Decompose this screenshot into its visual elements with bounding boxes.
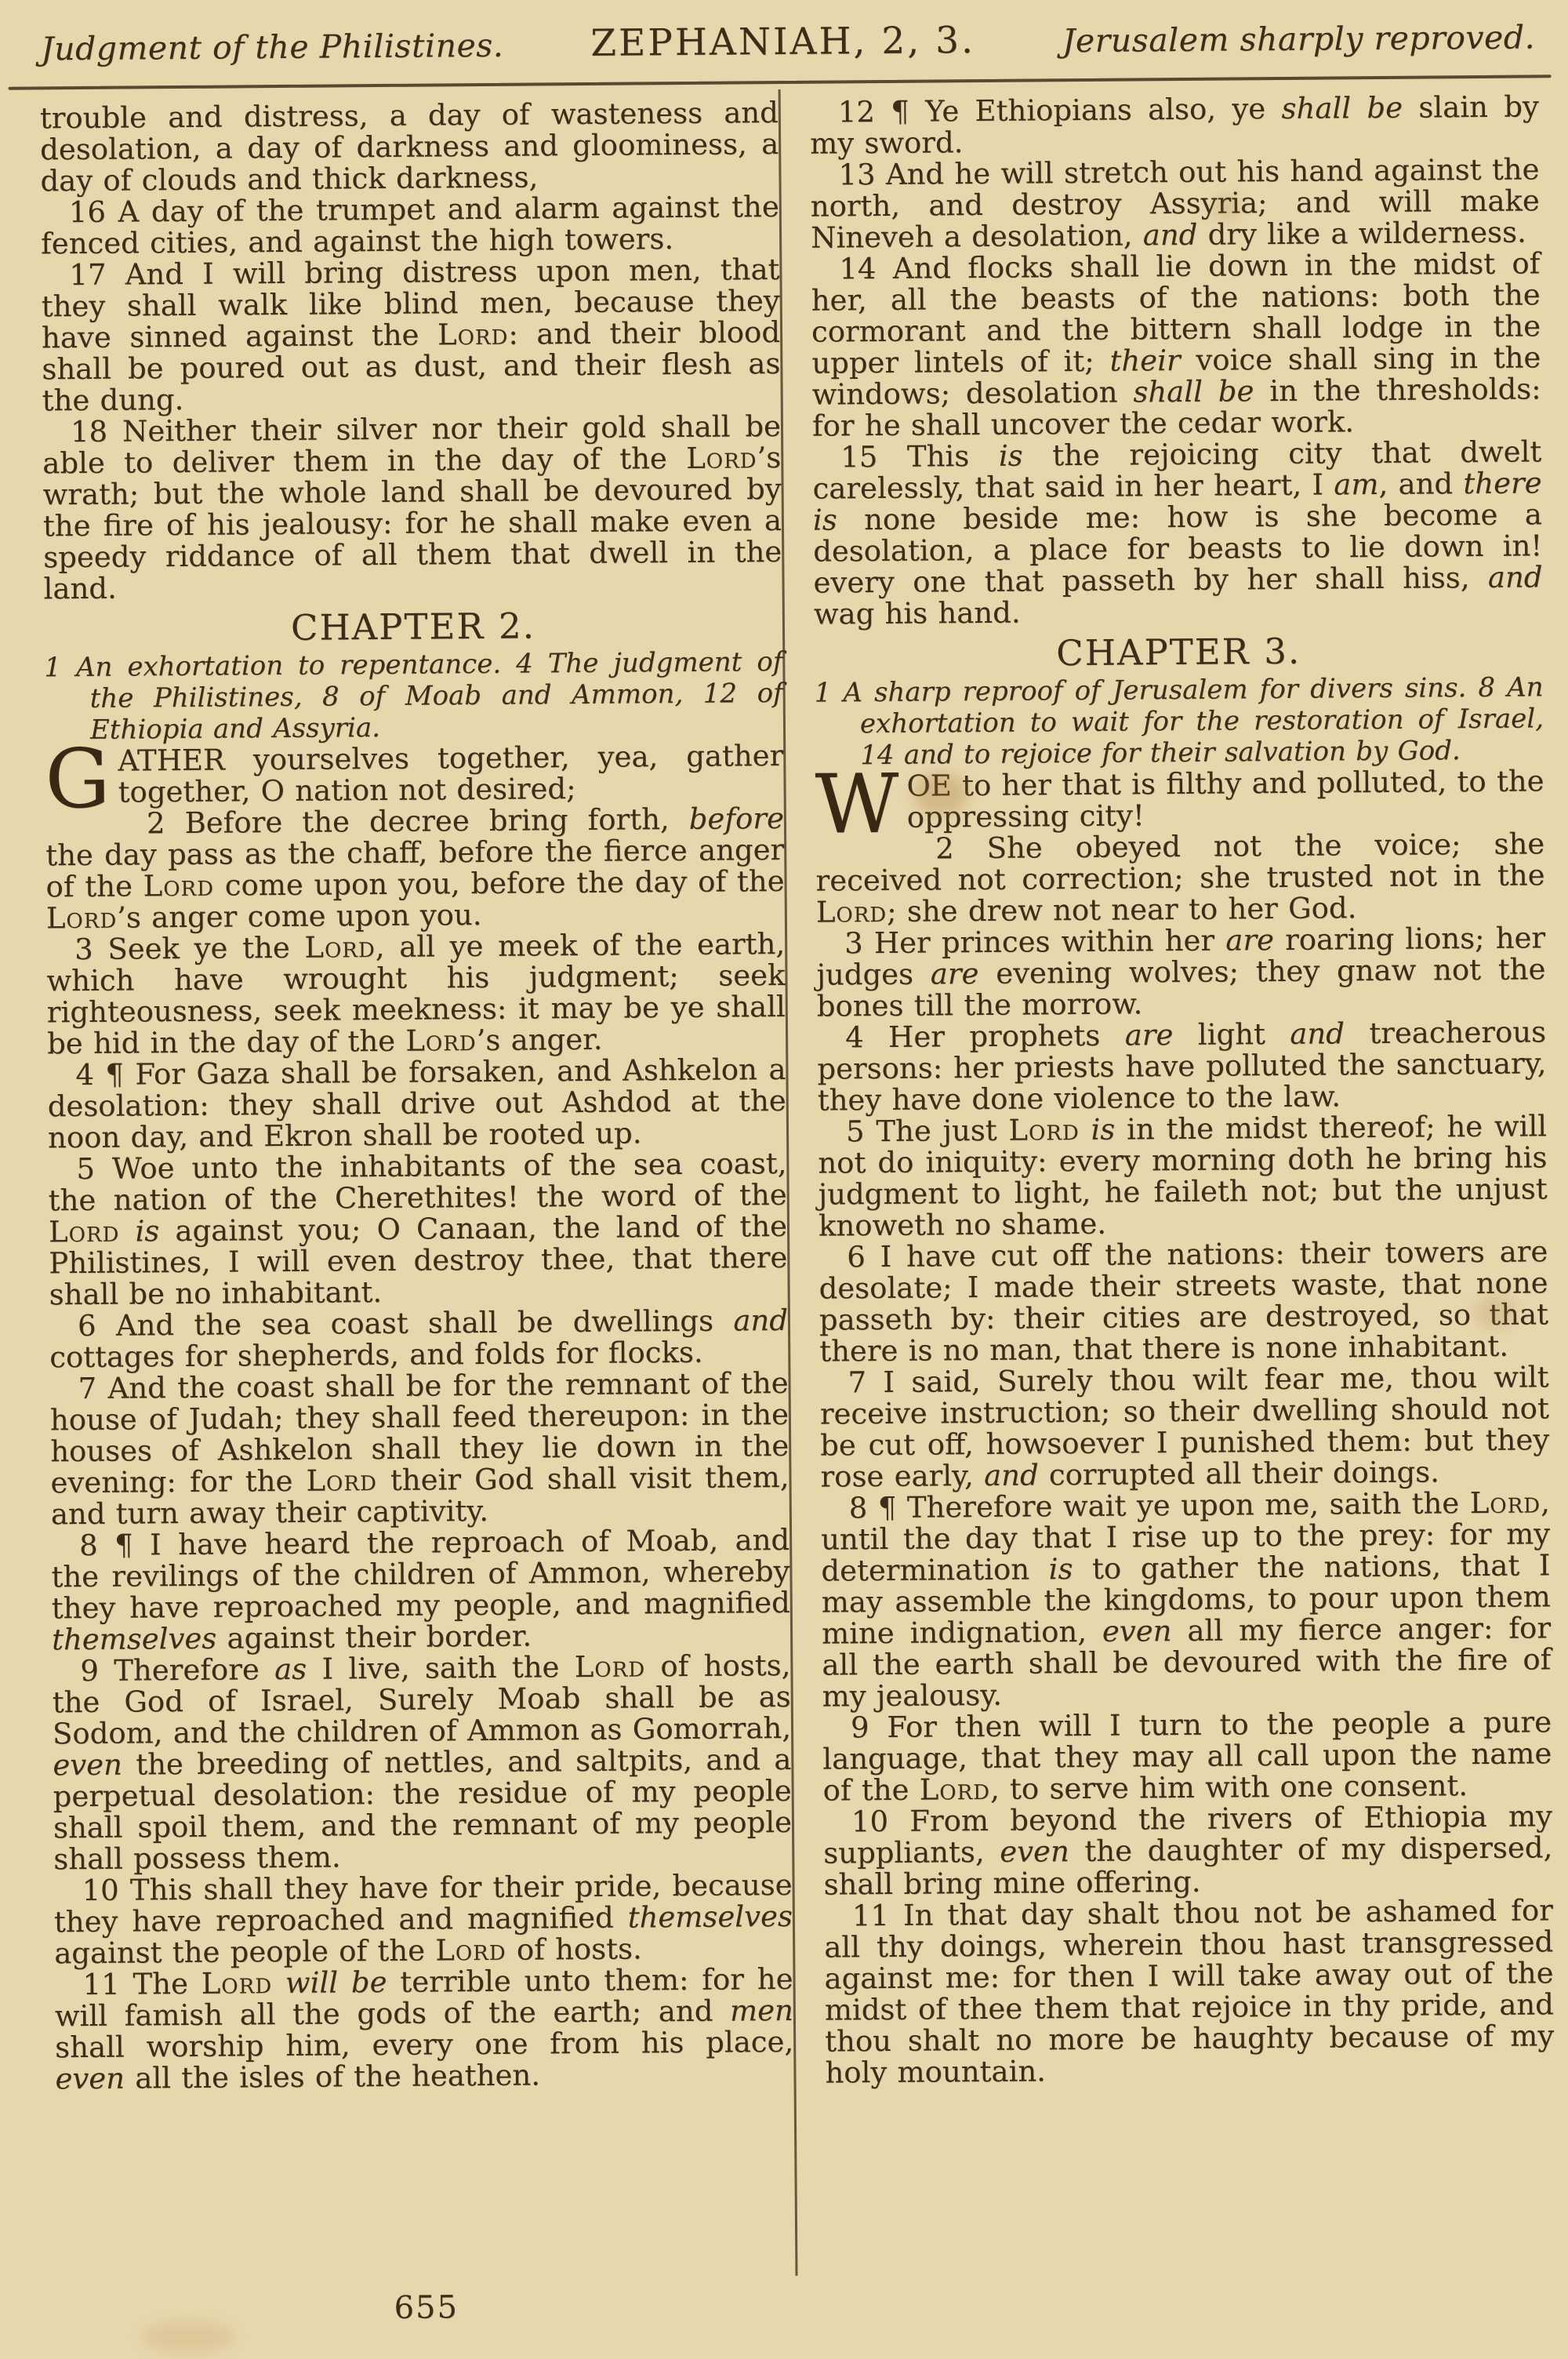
text-segment: 4 ¶ For Gaza shall be forsaken, and Ashkelon a desolation: they shall drive out Ashdod at the noon day, and Ekron shall be rooted up. [47,1052,786,1155]
verse [42,411,782,605]
italic-text: are [1124,1018,1174,1052]
lord-smallcaps: Lord [48,1214,120,1249]
text-segment: slain by my sword. [809,89,1539,161]
text-segment: 10 This shall they have for their pride, because they have reproached and magnified [53,1867,793,1939]
text-segment: 7 I said, Surely thou wilt fear me, thou wilt receive instruction; so their dwelling should not be cut off, howsoever I punished them: but they rose early, [819,1360,1550,1494]
text-segment: against their border. [216,1619,532,1656]
lord-smallcaps: Lord [686,441,757,475]
verse [821,1487,1552,1712]
dropcap-verse [815,755,1544,852]
text-segment: 3 Seek ye the [74,930,305,967]
text-segment: none beside me: how is she become a desolation, a place for beasts to lie down in! every one that passeth by her shall hiss, [813,497,1543,600]
italic-text: and [1487,560,1543,594]
text-segment: all my fierce anger: for all the earth shall be devoured with the fire of my jealousy. [822,1611,1552,1714]
text-segment: 17 And I will bring distress upon men, that they shall walk like blind men, because they have sinned against the [41,253,780,355]
text-segment: ; she drew not near to her God. [886,891,1357,929]
text-segment: 2 Before the decree bring forth, [146,801,689,841]
text-segment: 14 And flocks shall lie down in the midst of her, all the beasts of the nations: both the cormorant and the bittern shall lodge in the upper lintels of it; [811,246,1541,380]
text-segment: corrupted all their doings. [1038,1455,1440,1492]
verse [41,254,781,416]
text-segment: against you; O Canaan, the land of the Philistines, I will even destroy thee, that there shall be no inhabitant. [49,1209,788,1312]
lord-smallcaps: Lord [45,900,118,936]
lord-smallcaps: Lord [919,1772,991,1807]
verse [45,803,785,934]
lord-smallcaps: Lord [437,317,509,352]
italic-text: shall be [1281,90,1403,125]
verse [46,926,786,1061]
text-segment: ’s wrath; but the whole land shall be devoured by the fire of his jealousy: for he shall make even a speedy riddance of all them that dwell in the land. [42,440,782,606]
chapter-summary [814,671,1544,771]
italic-text: are [1225,923,1275,958]
lord-smallcaps: Lord [306,1463,377,1498]
drop-cap-initial: W [815,755,900,852]
verse [51,1522,790,1657]
verse [812,436,1543,630]
verse [817,1016,1547,1116]
verse [824,1895,1555,2088]
italic-text: is [135,1214,160,1249]
text-segment [1080,1113,1091,1147]
drop-cap-initial: G [45,730,111,827]
text-segment: , and [1378,467,1464,502]
running-head-left: Judgment of the Philistines. [40,26,504,68]
italic-text: as [274,1652,307,1687]
lord-smallcaps: Lord [435,1932,506,1968]
italic-text: there is [812,466,1542,537]
text-segment: 8 ¶ Therefore wait ye upon me, saith the [848,1486,1470,1525]
text-segment: ’s anger come upon you. [117,898,482,935]
text-segment: OE to her that is filthy and polluted, to the oppressing city! [906,764,1544,834]
lord-smallcaps: Lord [1008,1113,1080,1147]
italic-text: before [688,801,785,836]
text-segment: light [1173,1016,1290,1052]
text-segment: 12 ¶ Ye Ethiopians also, ye [837,91,1282,129]
italic-text: their [1109,343,1181,378]
verse [816,922,1546,1022]
running-head [41,14,1535,69]
header-rule [9,75,1552,89]
lord-smallcaps: Lord [1469,1485,1541,1521]
verse [41,191,780,260]
verse [815,828,1545,928]
text-segment: I live, saith the [307,1650,575,1686]
text-segment: trouble and distress, a day of wasteness and desolation, a day of darkness and gloominess, a day of clouds and thick darkness, [39,96,779,198]
italic-text: is [1091,1112,1116,1147]
text-segment [272,1966,285,2000]
italic-text: and [733,1303,789,1338]
lord-smallcaps: Lord [201,1966,273,2001]
text-segment: 1 An exhortation to repentance. 4 The judgment of the Philistines, 8 of Moab and Ammon, 12 of Ethiopia and Assyria. [44,645,783,746]
text-segment: the breeding of nettles, and saltpits, and a perpetual desolation: the residue of my people shall spoil them, and the remnant of my people shall possess them. [53,1742,793,1877]
lord-smallcaps: Lord [304,930,376,965]
verse [53,1867,793,1971]
running-head-right: Jerusalem sharply reproved. [1062,18,1536,60]
text-segment: to gather the nations, that I may assemble the kingdoms, to pour upon them mine indignation, [821,1548,1551,1651]
text-segment: treacherous persons: her priests have polluted the sanctuary, they have done violence to the law. [817,1015,1547,1118]
text-segment: of hosts, the God of Israel, Surely Moab shall be as Sodom, and the children of Ammon as Gomorrah, [52,1648,792,1751]
text-segment: 11 The [82,1966,201,2002]
italic-text: are [930,957,979,991]
lord-smallcaps: Lord [143,868,215,903]
text-segment: terrible unto them: for he will famish all the gods of the earth; and [54,1961,793,2034]
text-segment: 3 Her princes within her [844,923,1226,961]
text-segment [119,1215,135,1249]
text-segment: wag his hand. [813,595,1021,631]
text-segment: the rejoicing city that dwelt carelessly, that said in her heart, I [812,434,1542,506]
lord-smallcaps: Lord [574,1649,646,1685]
text-segment: 8 ¶ I have heard the reproach of Moab, and the revilings of the children of Ammon, whereby they have reproached my people, and magnified [51,1522,790,1626]
text-segment: 5 The just [845,1113,1009,1149]
verse [49,1305,789,1373]
running-head-title: ZEPHANIAH, 2, 3. [590,19,976,65]
text-segment: the day pass as the chaff, before the fierce anger of the [45,832,785,904]
left-column [40,97,794,2095]
text-segment: in the midst thereof; he will not do iniquity: every morning doth he bring his judgment to light, he faileth not; but the unjust knoweth no shame. [818,1109,1548,1243]
text-segment: against the people of the [54,1933,436,1971]
text-segment: 15 This [840,438,1000,474]
text-segment: voice shall sing in the windows; desolation [811,340,1541,412]
text-segment: 13 And he will stretch out his hand against the north, and destroy Assyria; and will make Nineveh a desolation, [810,152,1540,255]
italic-text: themselves [51,1621,217,1657]
italic-text: is [1048,1552,1073,1587]
text-segment: 7 And the coast shall be for the remnant of the house of Judah; they shall feed thereupon: in the houses of Ashkelon shall they lie down in the evening: for the [49,1365,789,1500]
verse [811,248,1541,442]
verse [48,1148,788,1310]
italic-text: and [1142,217,1198,253]
text-segment: 5 Woe unto the inhabitants of the sea coast, the nation of the Cherethites! the word of the [48,1146,787,1218]
verse [49,1365,789,1532]
italic-text: even [53,1747,123,1783]
text-segment: 9 For then will I turn to the people a pure language, that they may all call upon the name of the [822,1705,1552,1808]
text-segment: ATHER yourselves together, yea, gather together, O nation not desired; [118,738,784,809]
text-segment: the daughter of my dispersed, shall bring mine offering. [823,1830,1553,1902]
text-segment: evening wolves; they gnaw not the bones till the morrow. [816,952,1546,1023]
chapter-summary [44,646,783,746]
italic-text: is [998,438,1023,473]
text-segment: 18 Neither their silver nor their gold shall be able to deliver them in the day of the [42,409,782,481]
text-segment: 6 And the sea coast shall be dwellings [77,1303,734,1343]
verse [818,1236,1548,1367]
lord-smallcaps: Lord [405,1023,477,1058]
page-number: 655 [394,2289,459,2326]
lord-smallcaps: Lord [815,894,887,929]
text-segment: ’s anger. [476,1022,603,1058]
verse [822,1707,1552,1806]
text-segment: roaring lions; her judges [816,921,1546,992]
text-segment: 16 A day of the trumpet and alarm against the fenced cities, and against the high towers. [40,190,779,261]
verse [823,1801,1553,1900]
text-segment: 11 In that day shalt thou not be ashamed for all thy doings, wherein thou hast transgressed against me: for then I will take away out of the midst of thee them that rejoice in thy pride, and thou shalt no more be haughty because of my holy mountain. [824,1893,1555,2090]
italic-text: shall be [1133,374,1254,409]
text-segment: shall worship him, every one from his place, [55,2024,794,2065]
verse [819,1361,1549,1492]
text-segment: come upon you, before the day of the [213,863,785,903]
italic-text: men [729,1993,794,2028]
text-columns [40,91,1555,2095]
text-segment: 10 From beyond the rivers of Ethiopia my suppliants, [823,1799,1553,1870]
italic-text: even [55,2061,125,2096]
text-segment: : and their blood shall be poured out as dust, and their flesh as the dung. [42,315,781,418]
text-segment: in the thresholds: for he shall uncover the cedar work. [811,372,1541,443]
chapter-heading: CHAPTER 2. [290,605,536,649]
verse [54,1961,794,2096]
text-segment: cottages for shepherds, and folds for flocks. [49,1335,703,1375]
text-segment: their God shall visit them, and turn away their captivity. [50,1459,789,1532]
verse [47,1054,786,1154]
italic-text: will be [285,1965,387,2001]
right-column [810,91,1555,2088]
text-segment: 2 She obeyed not the voice; she received not correction; she trusted not in the [815,827,1545,898]
text-segment: 6 I have cut off the nations: their towers are desolate; I made their streets waste, that none passeth by: their cities are destroyed, so that there is no man, that there is none inhabitant. [818,1234,1549,1369]
text-segment: 4 Her prophets [844,1018,1125,1055]
verse [818,1110,1548,1241]
verse [810,91,1540,159]
text-segment: all the isles of the heathen. [124,2058,541,2095]
verse [810,154,1540,253]
text-segment: , to serve him with one consent. [989,1768,1468,1806]
text-segment: 9 Therefore [80,1652,275,1688]
text-segment: , until the day that I rise up to the prey: for my determination [820,1485,1551,1588]
verse [52,1650,792,1875]
chapter-heading: CHAPTER 3. [1056,630,1301,674]
verse [40,97,779,197]
italic-text: themselves [627,1899,793,1935]
italic-text: even [1000,1834,1069,1869]
italic-text: am [1334,467,1379,502]
text-segment: dry like a wilderness. [1197,215,1526,252]
text-segment: , all ye meek of the earth, which have wrought his judgment; seek righteousness, seek meekness: it may be ye shall be hid in the day of the [46,926,786,1061]
text-segment: of hosts. [506,1932,642,1967]
italic-text: even [1102,1614,1172,1648]
italic-text: and [983,1458,1039,1493]
italic-text: and [1290,1016,1345,1051]
text-segment: 1 A sharp reproof of Jerusalem for divers sins. 8 An exhortation to wait for the restoration of Israel, 14 and to rejoice for their salvation by God. [814,671,1544,772]
